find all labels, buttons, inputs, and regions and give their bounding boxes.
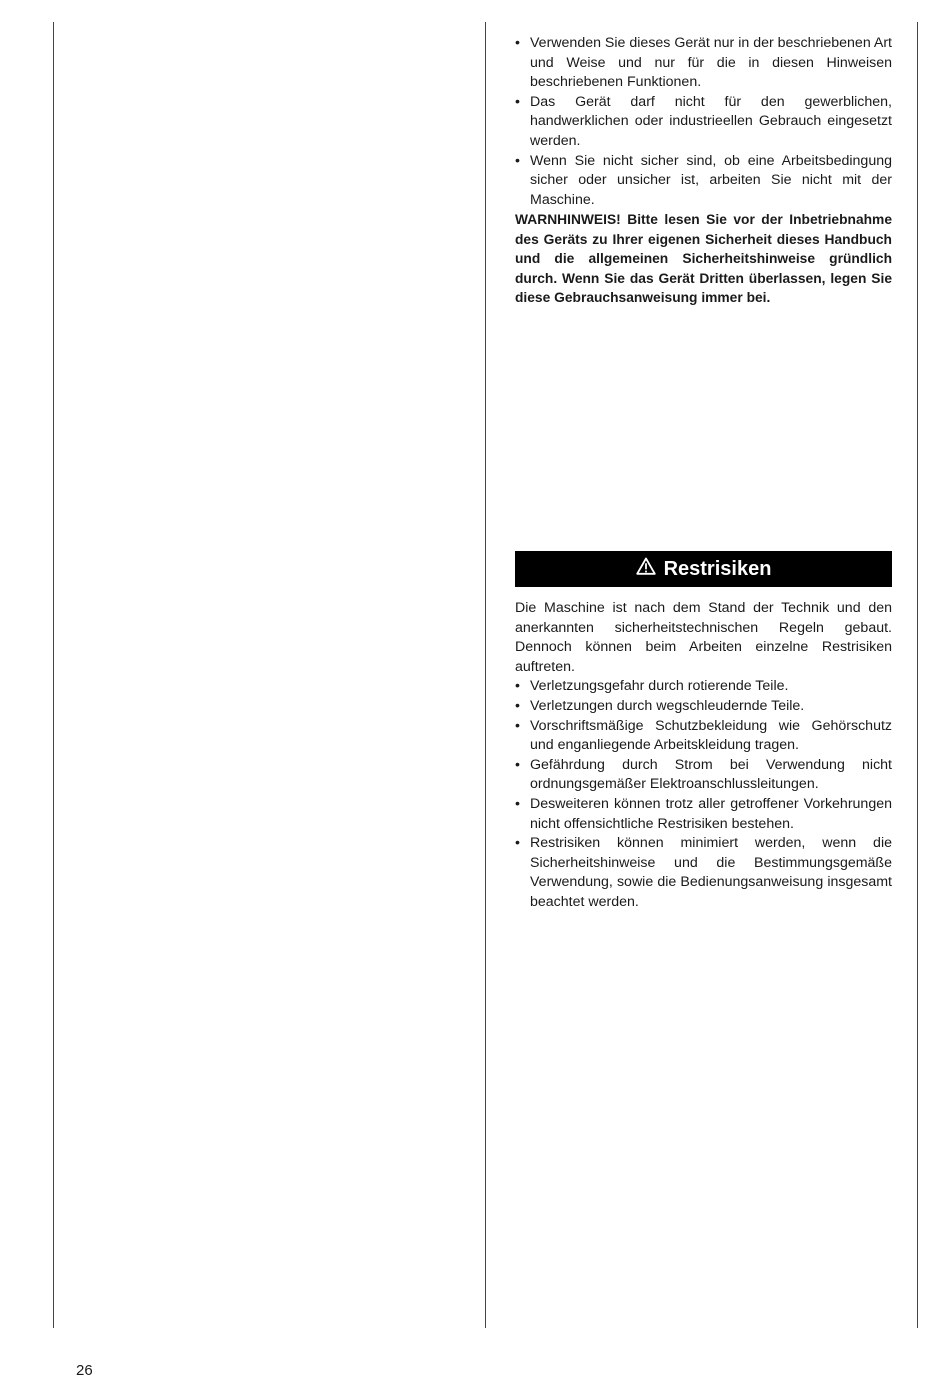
warning-triangle-icon <box>636 557 664 581</box>
list-item: • Das Gerät darf nicht für den gewerblichen, handwerklichen oder industrieellen Gebrauch eingesetzt werden. <box>515 93 892 152</box>
warning-paragraph: WARNHINWEIS! Bitte lesen Sie vor der Inbetriebnahme des Geräts zu Ihrer eigenen Sicherheit dieses Handbuch und die allgemeinen Sicherheitshinweise gründlich durch. Wenn Sie das Gerät Dritten überlassen, legen Sie diese Gebrauchsanweisung immer bei. <box>515 212 892 306</box>
list-item: • Wenn Sie nicht sicher sind, ob eine Arbeitsbedingung sicher oder unsicher ist, arbeiten Sie nicht mit der Maschine. <box>515 152 892 211</box>
list-item: • Verletzungsgefahr durch rotierende Teile. <box>515 677 892 697</box>
list-item: • Vorschriftsmäßige Schutzbekleidung wie Gehörschutz und enganliegende Arbeitskleidung tragen. <box>515 717 892 756</box>
page-number: 26 <box>76 1362 93 1379</box>
left-column-rule <box>53 22 54 1328</box>
list-item: • Verletzungen durch wegschleudernde Teile. <box>515 697 892 717</box>
list-item: • Verwenden Sie dieses Gerät nur in der beschriebenen Art und Weise und nur für die in diesen Hinweisen beschriebenen Funktionen. <box>515 34 892 93</box>
restrisiken-body <box>515 599 892 913</box>
section-title: Restrisiken <box>663 557 772 580</box>
middle-column-rule <box>485 22 486 1328</box>
list-item: • Desweiteren können trotz aller getroffener Vorkehrungen nicht offensichtliche Restrisiken bestehen. <box>515 795 892 834</box>
risk-bullet-list <box>515 677 892 912</box>
intro-paragraph: Die Maschine ist nach dem Stand der Technik und den anerkannten sicherheitstechnischen Regeln gebaut. Dennoch können beim Arbeiten einzelne Restrisiken auftreten. <box>515 600 892 675</box>
list-item: • Gefährdung durch Strom bei Verwendung nicht ordnungsgemäßer Elektroanschlussleitungen. <box>515 756 892 795</box>
section-header-bar <box>515 551 892 587</box>
list-item: • Restrisiken können minimiert werden, wenn die Sicherheitshinweise und die Bestimmungsgemäße Verwendung, sowie die Bedienungsanweisung insgesamt beachtet werden. <box>515 834 892 912</box>
usage-bullet-list <box>515 34 892 210</box>
right-column-rule <box>917 22 918 1328</box>
top-bullet-block <box>515 34 892 210</box>
